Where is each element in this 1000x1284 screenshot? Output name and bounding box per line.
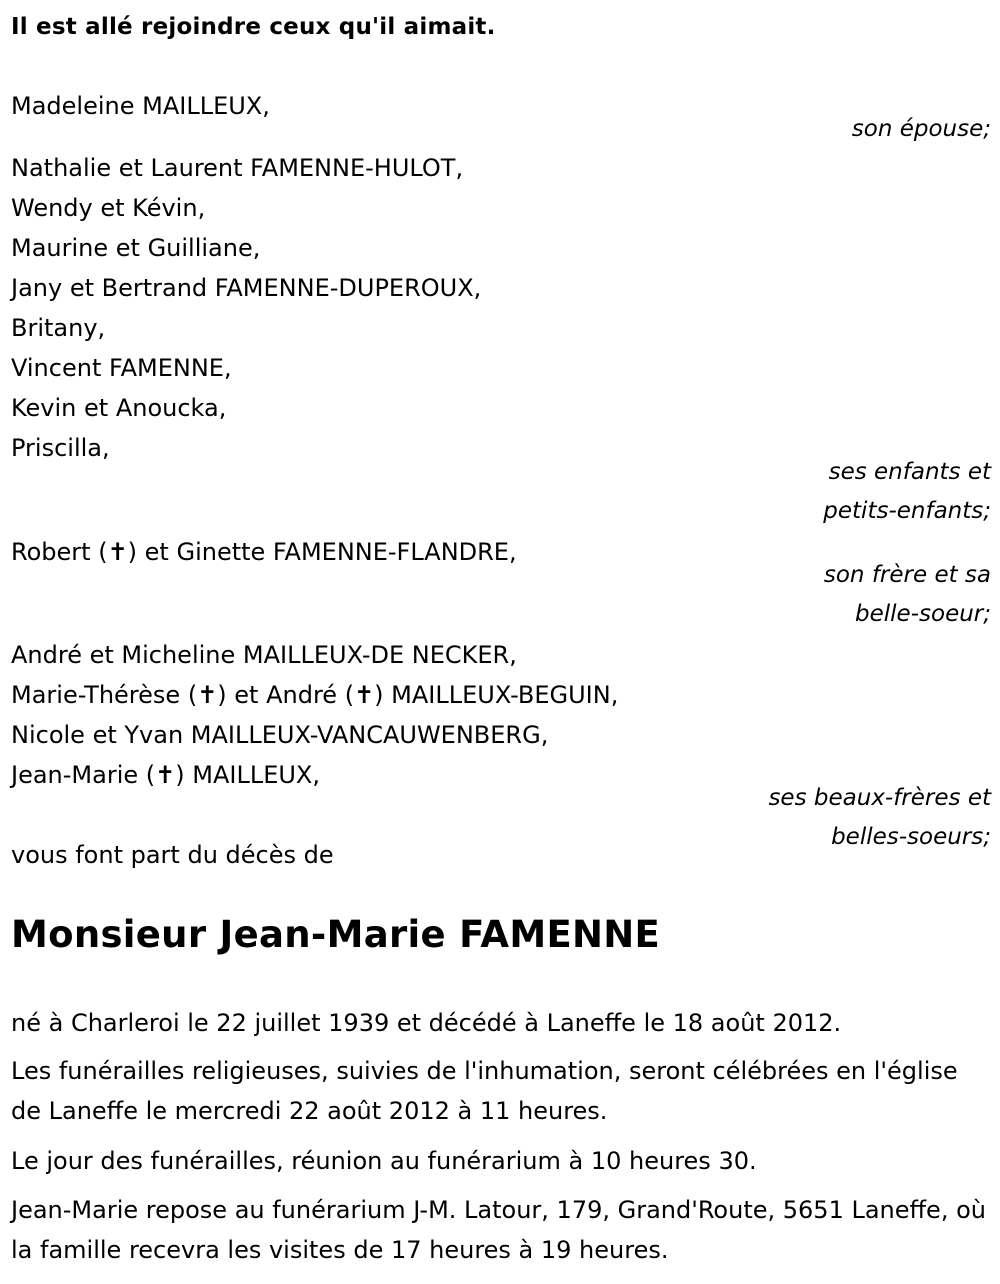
role-spouse [852, 110, 991, 149]
family-name-line [11, 675, 618, 715]
cross-icon: ✝ [354, 681, 375, 709]
family-name-line: André et Micheline MAILLEUX-DE NECKER, [11, 641, 517, 669]
name-text: ) et André ( [217, 681, 355, 709]
family-name-line: Priscilla, [11, 434, 110, 462]
role-children [823, 453, 991, 531]
epigraph: Il est allé rejoindre ceux qu'il aimait. [11, 14, 496, 40]
cross-icon: ✝ [197, 681, 218, 709]
name-text: ) MAILLEUX-BEGUIN, [374, 681, 619, 709]
family-name-line: Britany, [11, 314, 106, 342]
family-name-line [11, 755, 320, 795]
deceased-name: Monsieur Jean-Marie FAMENNE [11, 913, 661, 956]
role-line: belle-soeur; [855, 601, 991, 627]
role-line: ses beaux-frères et [768, 785, 991, 811]
name-text: Marie-Thérèse ( [11, 681, 198, 709]
name-text: ) MAILLEUX, [175, 761, 320, 789]
name-text: ) et Ginette FAMENNE-FLANDRE, [127, 538, 517, 566]
family-name-line: Wendy et Kévin, [11, 194, 206, 222]
birth-death-paragraph: né à Charleroi le 22 juillet 1939 et décédé à Laneffe le 18 août 2012. [11, 1009, 842, 1037]
cross-icon: ✝ [155, 761, 176, 789]
family-name-line: Nathalie et Laurent FAMENNE-HULOT, [11, 154, 464, 182]
role-sibling [824, 556, 991, 634]
family-name-line: Kevin et Anoucka, [11, 394, 227, 422]
name-text: Robert ( [11, 538, 108, 566]
role-line: belles-soeurs; [831, 824, 991, 850]
cross-icon: ✝ [107, 538, 128, 566]
family-name-line: Madeleine MAILLEUX, [11, 92, 270, 120]
name-text: Jean-Marie ( [11, 761, 156, 789]
family-name-line: Jany et Bertrand FAMENNE-DUPEROUX, [11, 274, 482, 302]
visitation-paragraph: Jean-Marie repose au funérarium J-M. Latour, 179, Grand'Route, 5651 Laneffe, où la famille recevra les visites de 17 heures à 19 heures. [11, 1196, 986, 1264]
announcement: vous font part du décès de [11, 841, 334, 869]
role-line: petits-enfants; [823, 498, 991, 524]
obituary-notice [11, 0, 991, 1284]
role-in-laws [768, 779, 991, 857]
funeral-paragraph: Les funérailles religieuses, suivies de l'inhumation, seront célébrées en l'église de Laneffe le mercredi 22 août 2012 à 11 heures. [11, 1057, 958, 1125]
role-line: son épouse; [851, 116, 991, 142]
family-name-line [11, 532, 517, 572]
gathering-paragraph: Le jour des funérailles, réunion au funérarium à 10 heures 30. [11, 1147, 757, 1175]
family-name-line: Vincent FAMENNE, [11, 354, 232, 382]
role-line: ses enfants et [828, 459, 991, 485]
family-name-line: Maurine et Guilliane, [11, 234, 261, 262]
family-name-line: Nicole et Yvan MAILLEUX-VANCAUWENBERG, [11, 721, 549, 749]
role-line: son frère et sa [823, 562, 991, 588]
